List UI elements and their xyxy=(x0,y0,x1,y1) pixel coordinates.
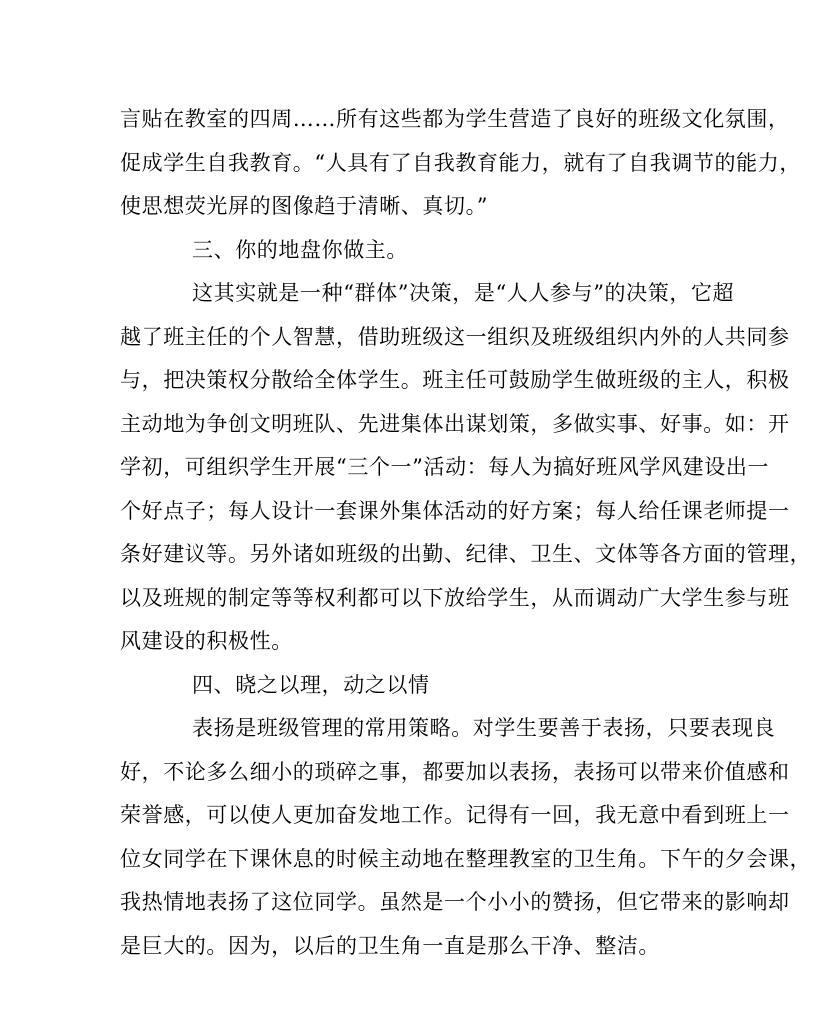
heading-line: 四、晓之以理，动之以情 xyxy=(192,672,430,697)
text-line: 言贴在教室的四周……所有这些都为学生营造了良好的班级文化氛围， xyxy=(120,107,790,131)
section-heading-three xyxy=(120,229,720,273)
text-line: 以及班规的制定等等权利都可以下放给学生，从而调动广大学生参与班 xyxy=(120,585,790,610)
text-line: 使思想荧光屏的图像趋于清晰、真切。” xyxy=(120,194,489,218)
text-line: 这其实就是一种“群体”决策，是“人人参与”的决策，它超 xyxy=(192,281,735,305)
text-line: 学初，可组织学生开展“三个一”活动：每人为搞好班风学风建设出一 xyxy=(120,455,770,479)
text-line: 条好建议等。另外诸如班级的出勤、纪律、卫生、文体等各方面的管理， xyxy=(120,542,812,566)
text-line: 与，把决策权分散给全体学生。班主任可鼓励学生做班级的主人，积极 xyxy=(120,368,790,392)
heading-line: 三、你的地盘你做主。 xyxy=(192,237,408,262)
paragraph-group-decision xyxy=(120,272,812,664)
text-line: 表扬是班级管理的常用策略。对学生要善于表扬，只要表现良 xyxy=(192,716,776,740)
text-line: 我热情地表扬了这位同学。虽然是一个小小的赞扬，但它带来的影响却 xyxy=(120,890,790,914)
text-line: 促成学生自我教育。“人具有了自我教育能力，就有了自我调节的能力， xyxy=(120,150,801,175)
text-line: 位女同学在下课休息的时候主动地在整理教室的卫生角。下午的夕会课， xyxy=(120,846,812,871)
text-line: 越了班主任的个人智慧，借助班级这一组织及班级组织内外的人共同参 xyxy=(120,324,790,349)
text-line: 好，不论多么细小的琐碎之事，都要加以表扬，表扬可以带来价值感和 xyxy=(120,759,790,784)
text-line: 荣誉感，可以使人更加奋发地工作。记得有一回，我无意中看到班上一 xyxy=(120,803,790,827)
section-heading-four xyxy=(120,664,720,708)
text-line: 是巨大的。因为，以后的卫生角一直是那么干净、整洁。 xyxy=(120,933,660,958)
text-line: 主动地为争创文明班队、先进集体出谋划策，多做实事、好事。如：开 xyxy=(120,411,790,436)
document-body xyxy=(120,98,812,968)
paragraph-praise-strategy xyxy=(120,707,812,968)
text-line: 个好点子；每人设计一套课外集体活动的好方案；每人给任课老师提一 xyxy=(120,498,790,523)
paragraph-culture-atmosphere xyxy=(120,98,801,229)
text-line: 风建设的积极性。 xyxy=(120,629,293,653)
